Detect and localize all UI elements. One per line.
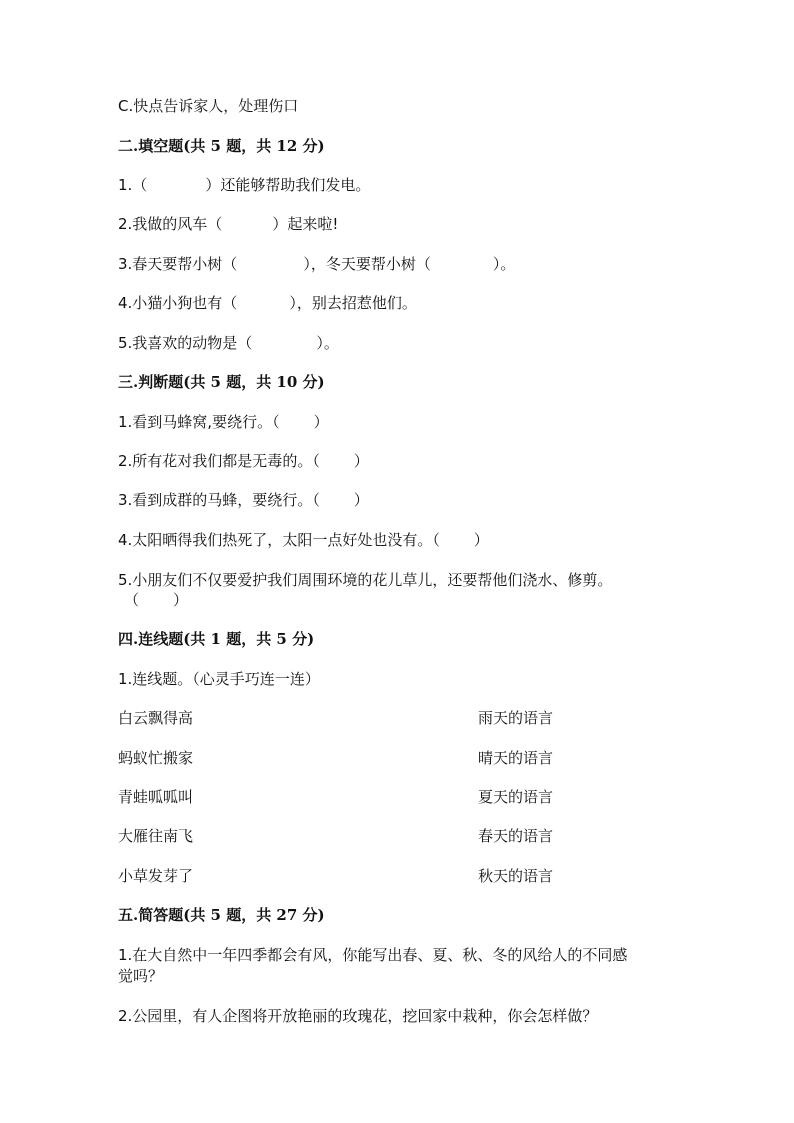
judge-q2-text: 2.所有花对我们都是无毒的。（ xyxy=(118,452,320,470)
match-right-item[interactable]: 晴天的语言 xyxy=(478,749,554,767)
fill-q1-suffix: ）还能够帮助我们发电。 xyxy=(205,176,371,194)
fill-q3-part3: ）。 xyxy=(492,255,516,273)
judge-q1-text: 1.看到马蜂窝,要绕行。（ xyxy=(118,413,280,431)
match-row xyxy=(118,708,554,728)
match-row xyxy=(118,866,554,886)
judge-q3-text: 3.看到成群的马蜂，要绕行。（ xyxy=(118,491,320,509)
fill-q4 xyxy=(118,293,417,313)
judge-q3-close: ） xyxy=(353,491,369,509)
short-q2: 2.公园里，有人企图将开放艳丽的玫瑰花，挖回家中栽种，你会怎样做？ xyxy=(118,1007,598,1025)
fill-q2-suffix: ）起来啦! xyxy=(272,215,339,233)
match-question: 1.连线题。（心灵手巧连一连） xyxy=(118,670,320,688)
fill-q1 xyxy=(118,175,370,195)
fill-q3 xyxy=(118,254,515,274)
fill-q5 xyxy=(118,333,339,353)
fill-q4-prefix: 4.小猫小狗也有（ xyxy=(118,294,238,312)
judge-q2 xyxy=(118,451,369,471)
section-5-heading: 五.简答题(共 5 题，共 27 分) xyxy=(118,906,325,924)
section-2-heading: 二.填空题(共 5 题，共 12 分) xyxy=(118,137,325,155)
judge-q5-line1: 5.小朋友们不仅要爱护我们周围环境的花儿草儿，还要帮他们浇水、修剪。 xyxy=(118,571,613,589)
match-left-item[interactable]: 小草发芽了 xyxy=(118,867,194,885)
section-4-heading: 四.连线题(共 1 题，共 5 分) xyxy=(118,630,315,648)
judge-q4-text: 4.太阳晒得我们热死了，太阳一点好处也没有。（ xyxy=(118,531,440,549)
judge-q4 xyxy=(118,530,489,550)
judge-q2-close: ） xyxy=(353,452,369,470)
match-left-item[interactable]: 大雁往南飞 xyxy=(118,827,194,845)
fill-q3-part1: 3.春天要帮小树（ xyxy=(118,255,238,273)
section-3-heading: 三.判断题(共 5 题，共 10 分) xyxy=(118,373,325,391)
judge-q3 xyxy=(118,490,369,510)
judge-q1 xyxy=(118,412,329,432)
match-left-item[interactable]: 蚂蚁忙搬家 xyxy=(118,749,194,767)
fill-q2 xyxy=(118,214,338,234)
fill-q2-prefix: 2.我做的风车（ xyxy=(118,215,223,233)
judge-q5-line2 xyxy=(124,590,188,610)
short-q1-line1: 1.在大自然中一年四季都会有风，你能写出春、夏、秋、冬的风给人的不同感 xyxy=(118,946,628,964)
match-row xyxy=(118,748,554,768)
fill-q3-part2: ），冬天要帮小树（ xyxy=(303,255,431,273)
short-q1-line2: 觉吗？ xyxy=(118,967,164,985)
match-row xyxy=(118,787,554,807)
judge-q5-close: ） xyxy=(173,591,189,609)
match-right-item[interactable]: 夏天的语言 xyxy=(478,788,554,806)
match-right-item[interactable]: 雨天的语言 xyxy=(478,709,554,727)
judge-q5-open: （ xyxy=(124,591,140,609)
match-right-item[interactable]: 春天的语言 xyxy=(478,827,554,845)
match-left-item[interactable]: 白云飘得高 xyxy=(118,709,194,727)
fill-q1-prefix: 1.（ xyxy=(118,176,148,194)
fill-q5-suffix: ）。 xyxy=(316,334,339,352)
match-left-item[interactable]: 青蛙呱呱叫 xyxy=(118,788,194,806)
match-row xyxy=(118,826,554,846)
fill-q5-prefix: 5.我喜欢的动物是（ xyxy=(118,334,253,352)
judge-q1-close: ） xyxy=(313,413,329,431)
fill-q4-suffix: ），别去招惹他们。 xyxy=(289,294,417,312)
match-right-item[interactable]: 秋天的语言 xyxy=(478,867,554,885)
option-c: C.快点告诉家人，处理伤口 xyxy=(118,97,299,115)
judge-q4-close: ） xyxy=(473,531,489,549)
